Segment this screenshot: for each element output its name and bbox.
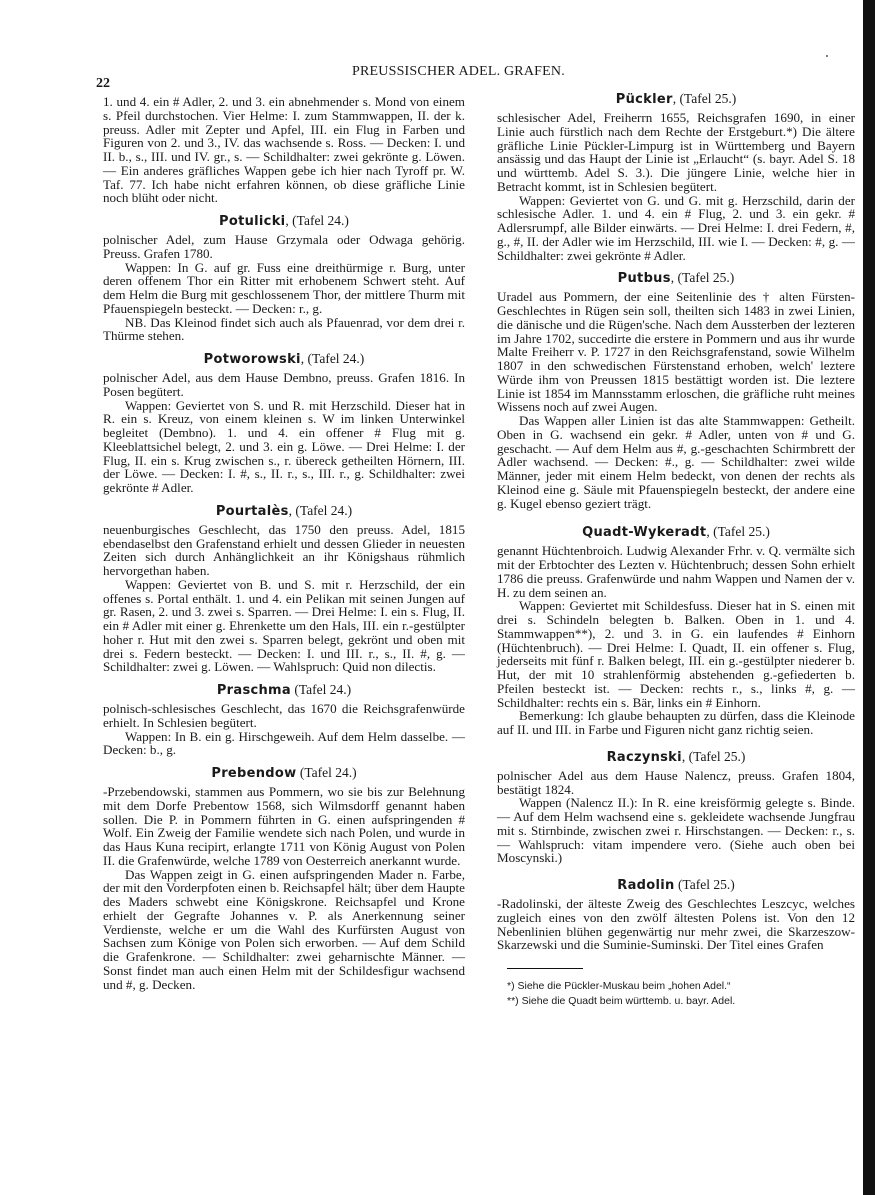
entry-tafel: , (Tafel 24.) (288, 502, 353, 518)
entry-paragraph: schlesischer Adel, Freiherrn 1655, Reichsgrafen 1690, in einer Linie auch fürstlich nach dem Rechte der Erstgeburt.*) Die ältere gräfliche Linie Pückler-Limpurg ist in Württemberg und Bayern ansässig und das Haupt der Linie ist „Erlaucht“ (s. bayr. Adel S. 18 und württemb. Adel S. 3.). Die jüngere Linie, welche hier in Betracht kommt, ist in Schlesien begütert. (497, 110, 855, 194)
entry-tafel: (Tafel 24.) (290, 682, 352, 697)
entry-paragraph: -Radolinski, der älteste Zweig des Geschlechtes Leszcyc, welches zugleich eines von den zwölf ältesten Polens ist. Von den 12 Nebenlinien blühen gegenwärtig nur mehr zwei, die Skarzeszow-Skarzewski und die Suminie-Suminski. Der Titel eines Grafen (497, 896, 855, 953)
entry-paragraph: Wappen (Nalencz II.): In R. eine kreisförmig gelegte s. Binde. — Auf dem Helm wachsend eine s. gekleidete wachsende Jungfrau mit s. Stirnbinde, zwischen zwei r. Hirschstangen. — Decken: r., s. — Wahlspruch: vitam impendere vero. (Siehe auch oben bei Moscynski.) (497, 795, 855, 866)
entry-tafel: , (Tafel 25.) (672, 91, 737, 106)
entry-tafel: , (Tafel 25.) (706, 524, 770, 540)
footnote-divider (507, 968, 583, 969)
entry-tafel: , (Tafel 24.) (300, 351, 365, 366)
scan-speck (826, 55, 828, 57)
entry-paragraph: Wappen: In G. auf gr. Fuss eine dreithürmige r. Burg, unter deren offenem Thor ein Ritter mit erhobenem Schwert steht. Auf dem Helm die Burg mit geschlossenem Thor, der mittlere Thurm mit Pfauenspiegeln besteckt. — Decken: r., g. (103, 259, 465, 316)
page-number: 22 (96, 76, 110, 91)
entry-name: Putbus (617, 271, 671, 287)
running-title: PREUSSISCHER ADEL. GRAFEN. (352, 64, 565, 79)
entry-paragraph: genannt Hüchtenbroich. Ludwig Alexander Frhr. v. Q. vermälte sich mit der Erbtochter des Lezten v. Hüchtenbruch; dessen Sohn erhielt 1786 die preuss. Grafenwürde und nahm Wappen und Namen der v. H. zu dem seinen an. (497, 543, 855, 600)
entry-paragraph: Wappen: In B. ein g. Hirschgeweih. Auf dem Helm dasselbe. — Decken: b., g. (103, 728, 465, 758)
entry-paragraph: polnischer Adel, zum Hause Grzymala oder Odwaga gehörig. Preuss. Grafen 1780. (103, 232, 465, 261)
entry-tafel: , (Tafel 24.) (285, 213, 349, 228)
entry-paragraph: Wappen: Geviertet von B. und S. mit r. Herzschild, der ein offenes s. Portal enthält. 1. und 4. ein Pelikan mit seinen Jungen auf gr. Rasen, 2. und 3. zwei s. Sparren. — Drei Helme: I. ein s. Flug, II. ein # Adler mit einer g. Ehrenkette um den Hals, III. ein r.-gestülpter hoher r. Hut mit den zwei s. Sparren belegt, gekrönt und oben mit drei s. Federn besteckt. — Decken: I. und III. r., s., II. #, g. — Schildhalter: zwei g. Löwen. — Wahlspruch: Quid non dilectis. (103, 576, 465, 675)
left-column (103, 95, 465, 991)
entry-paragraph: polnischer Adel, aus dem Hause Dembno, preuss. Grafen 1816. In Posen begütert. (103, 370, 465, 399)
entry-tafel: , (Tafel 25.) (681, 748, 746, 764)
footnote-1: *) Siehe die Pückler-Muskau beim „hohen Adel.“ (507, 980, 731, 992)
entry-heading-praschma (103, 682, 465, 699)
entry-heading-potulicki (103, 213, 465, 230)
entry-paragraph: Uradel aus Pommern, der eine Seitenlinie des † alten Fürsten-Geschlechtes in Rügen sein soll, theilten sich 1483 in zwei Linien, die dänische und die Rügen'sche. Nach dem Aussterben der lezteren im Jahre 1702, succedirte die erstere in Pommern und aus ihr wurde Malte Freiherr v. P. 1727 in den Reichsgrafenstand, sowie Wilhelm 1807 in den schwedischen Fürstenstand erhoben, welch' leztere Würde ihm von Preussen 1815 bestättigt worden ist. Die leztere Linie ist 1854 im Mannsstamm erloschen, die gräfliche ruht meines Wissens noch auf zwei Augen. (497, 289, 855, 415)
entry-name: Praschma (216, 683, 291, 698)
entry-tafel: (Tafel 24.) (296, 765, 357, 780)
entry-name: Prebendow (211, 766, 297, 781)
entry-paragraph: -Przebendowski, stammen aus Pommern, wo sie bis zur Belehnung mit dem Dorfe Prebentow 1568, sich Wilmsdorff genannt haben sollen. Die P. in Pommern führten in G. einen aufspringenden # Wolf. Ein Zweig der Familie wendete sich nach Polen, und wurde in das Haus Kuna recipirt, erlangte 1711 von König August von Polen II. die Grafenwürde, welche 1789 von Oesterreich anerkannt wurde. (103, 784, 465, 868)
entry-heading-radolin (497, 877, 855, 894)
entry-paragraph: Wappen: Geviertet von G. und G. mit g. Herzschild, darin der schlesische Adler. 1. und 4. ein # Flug, 2. und 3. ein gekr. # Adlersrumpf, alle Bilder einwärts. — Drei Helme: I. drei Federn, #, g., #, II. der Adler wie im Herzschild, III. wie I. — Decken: #, g. — Schildhalter: zwei gekrönte # Adler. (497, 192, 855, 263)
entry-name: Potulicki (219, 214, 286, 229)
scan-edge-band (863, 0, 875, 1195)
entry-heading-potworowski (103, 351, 465, 368)
entry-name: Radolin (617, 878, 675, 893)
entry-tafel: , (Tafel 25.) (670, 270, 735, 286)
entry-paragraph: Das Wappen zeigt in G. einen aufspringenden Mader n. Farbe, der mit den Vorderpfoten einen b. Reichsapfel hält; über dem Haupte des Maders schwebt eine Königskrone. Reichsapfel und Krone erhielt der Gegrafte Johannes v. P. als Anerkennung seiner Verdienste, welche er um die Wahl des Kurfürsten August von Sachsen zum Könige von Polen sich erworben. — Auf dem Schild die Grafenkrone. — Schildhalter: zwei geharnischte Männer. — Sonst findet man auch einen Helm mit der Schildesfigur wachsend und #, g. Decken. (103, 866, 465, 992)
entry-name: Raczynski (606, 749, 682, 765)
entry-paragraph: NB. Das Kleinod findet sich auch als Pfauenrad, vor dem drei r. Thürme stehen. (103, 314, 465, 344)
entry-name: Potworowski (203, 352, 301, 367)
entry-heading-quadt-wykeradt (497, 524, 855, 541)
right-column (497, 91, 855, 1009)
entry-heading-putbus (497, 270, 855, 287)
entry-paragraph: polnischer Adel aus dem Hause Nalencz, preuss. Grafen 1804, bestätigt 1824. (497, 767, 855, 797)
entry-name: Pourtalès (215, 503, 289, 519)
entry-paragraph: neuenburgisches Geschlecht, das 1750 den preuss. Adel, 1815 ebendaselbst den Grafenstand erhielt und dessen Glieder in neuesten Zeiten sich durch Anhänglichkeit an ihr Königshaus rühmlich hervorgethan haben. (103, 521, 465, 578)
entry-name: Pückler (615, 92, 673, 107)
entry-heading-pourtales (103, 503, 465, 520)
entry-heading-puckler (497, 91, 855, 108)
entry-paragraph: Wappen: Geviertet von S. und R. mit Herzschild. Dieser hat in R. ein s. Kreuz, von einem kleinen s. W im linken Unterwinkel begleitet (Dembno). 1. und 4. ein offener # Flug mit g. Kleeblattsichel belegt, 2. und 3. ein g. Löwe. — Drei Helme: I. der Flug, II. ein s. Krug zwischen s., r. übereck getheilten Hörnern, III. der Löwe. — Decken: I. #, s., II. r., s., III. r., g. Schildhalter: zwei gekrönte # Adler. (103, 397, 465, 495)
entry-paragraph: polnisch-schlesisches Geschlecht, das 1670 die Reichsgrafenwürde erhielt. In Schlesien begütert. (103, 701, 465, 730)
continuation-paragraph: 1. und 4. ein # Adler, 2. und 3. ein abnehmender s. Mond von einem s. Pfeil durchstochen. Vier Helme: I. zum Stammwappen, II. der k. preuss. Adler mit Zepter und Apfel, III. ein Flug in Farben und Figuren von 2. und 3., IV. das wachsende s. Ross. — Decken: I. und II. b., s., III. und IV. gr., s. — Schildhalter: zwei gekrönte g. Löwen. — Ein anderes gräfliches Wappen gebe ich hier nach Tyroff pr. W. Taf. 77. Ich habe nicht erfahren können, ob diese gräfliche Linie noch blüht oder nicht. (103, 94, 465, 206)
entry-heading-prebendow (103, 765, 465, 782)
entry-tafel: (Tafel 25.) (674, 877, 735, 892)
entry-name: Quadt-Wykeradt (582, 525, 707, 541)
entry-heading-raczynski (497, 749, 855, 766)
entry-paragraph: Bemerkung: Ich glaube behaupten zu dürfen, dass die Kleinode auf II. und III. in Farbe und Figuren nicht ganz richtig seien. (497, 708, 855, 737)
footnote-2: **) Siehe die Quadt beim württemb. u. bayr. Adel. (507, 995, 736, 1007)
entry-paragraph: Das Wappen aller Linien ist das alte Stammwappen: Getheilt. Oben in G. wachsend ein gekr. # Adler, unten von # und G. geschacht. — Auf dem Helm aus #, g.-geschachten Schirmbrett der Adler wachsend. — Decken: #., g. — Schildhalter: zwei wilde Männer, jeder mit einem Helm bedeckt, von denen der rechts als Kleinod eine g. Säule mit Pfauenspiegeln besteckt, der andere eine g. Kugel ebenso geziert trägt. (497, 413, 855, 511)
entry-paragraph: Wappen: Geviertet mit Schildesfuss. Dieser hat in S. einen mit drei s. Schindeln belegten b. Balken. Oben in 1. und 4. Stammwappen**), 2. und 3. in G. ein laufendes # Einhorn (Hüchtenbruch). — Drei Helme: I. Quadt, II. ein offener s. Flug, jederseits mit fünf r. Balken belegt, III. ein g.-gestülpter niederer b. Hut, der mit 10 strahlenförmig abstehenden g.-gefiederten b. Pfeilen besteckt ist. — Decken: rechts r., s., links #, g. — Schildhalter: rechts ein s. Bär, links ein # Einhorn. (497, 598, 855, 710)
